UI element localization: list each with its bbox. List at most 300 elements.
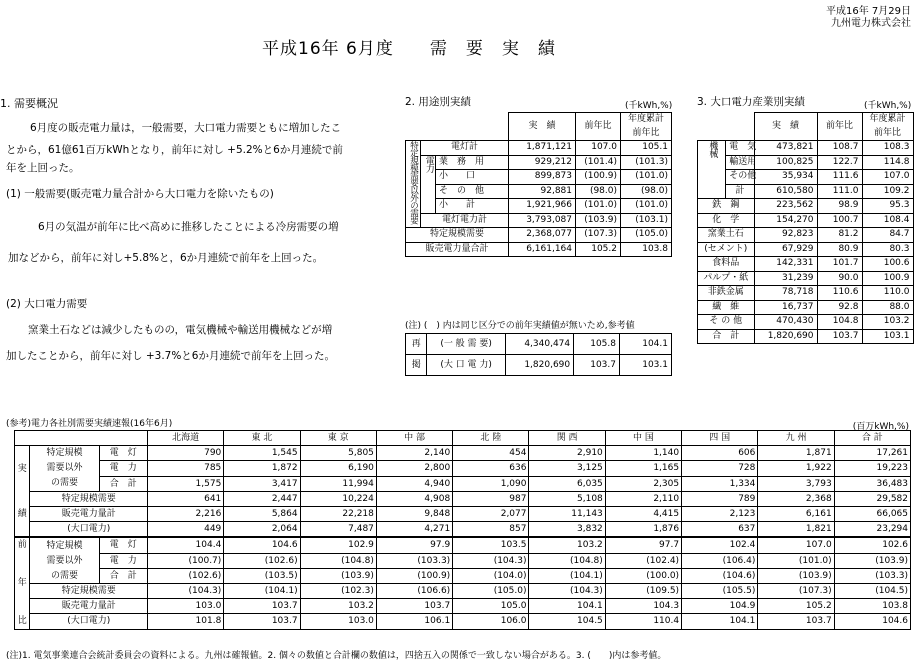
usage-row-cum: (101.3)	[621, 155, 672, 170]
company-col: 中 国	[605, 431, 681, 446]
recap-row-label: (大 口 電 力)	[427, 355, 505, 376]
company-ratio: 103.0	[148, 599, 224, 614]
usage-row	[406, 242, 672, 257]
industry-row-yoy: 103.7	[817, 329, 862, 344]
usage-row-yoy: 105.2	[576, 242, 621, 257]
usage-row-actual: 1,871,121	[509, 141, 576, 156]
usage-row-label: 電灯計	[421, 141, 509, 156]
side-actual-1: 実	[15, 446, 30, 492]
usage-row-label: そ の 他	[436, 184, 509, 199]
industry-row-label: (セメント)	[698, 242, 755, 257]
recap-row	[406, 355, 672, 376]
company-value: 1,872	[224, 461, 300, 476]
industry-row-yoy: 101.7	[817, 257, 862, 272]
usage-row-label: 特定規模需要	[406, 228, 509, 243]
usage-row-yoy: (107.3)	[576, 228, 621, 243]
industry-row	[698, 155, 914, 170]
company-value: 5,805	[300, 446, 376, 461]
usage-row-label: 販売電力量合計	[406, 242, 509, 257]
usage-col-cum1: 年度累計	[621, 113, 672, 127]
company-ratio: 104.3	[605, 599, 681, 614]
section1-para3a: 窯業土石などは減少したものの，電気機械や輸送用機械などが増	[28, 324, 333, 336]
industry-row-label: 繊 維	[698, 300, 755, 315]
usage-row-yoy: (100.9)	[576, 170, 621, 185]
company-ratio: (104.5)	[834, 584, 910, 599]
industry-table	[697, 112, 914, 344]
company-ratio: (106.4)	[682, 553, 758, 568]
usage-row-actual: 92,881	[509, 184, 576, 199]
company-value: 637	[682, 522, 758, 538]
industry-row	[698, 315, 914, 330]
usage-row	[406, 155, 672, 170]
recap-row-actual: 1,820,690	[505, 355, 573, 376]
lab-sales: 販売電力量計	[30, 599, 148, 614]
usage-row-yoy: 107.0	[576, 141, 621, 156]
company-value: 10,224	[300, 491, 376, 506]
company-ratio: 103.8	[834, 599, 910, 614]
company-ratio: 104.5	[529, 614, 605, 629]
company-row	[15, 537, 911, 553]
usage-group-label: 特定規模需要以外の需要	[406, 141, 421, 228]
industry-row-yoy: 122.7	[817, 155, 862, 170]
usage-row-yoy: (103.9)	[576, 213, 621, 228]
usage-col-yoy: 前年比	[576, 113, 621, 141]
industry-row-yoy: 104.8	[817, 315, 862, 330]
industry-row-cum: 108.4	[862, 213, 913, 228]
company-value: 2,910	[529, 446, 605, 461]
section3-unit: (千kWh,%)	[864, 101, 912, 111]
company-ratio: 103.2	[529, 537, 605, 553]
company-value: 22,218	[300, 507, 376, 522]
company-ratio: 103.7	[758, 614, 834, 629]
industry-row	[698, 257, 914, 272]
side-actual-2: 績	[15, 491, 30, 537]
industry-row-actual: 1,820,690	[754, 329, 817, 344]
industry-row-label: 合 計	[698, 329, 755, 344]
lab-special: 特定規模需要	[30, 584, 148, 599]
industry-row-cum: 103.2	[862, 315, 913, 330]
lab-special: 特定規模需要	[30, 491, 148, 506]
company-ratio: 106.0	[453, 614, 529, 629]
company-col: 東 京	[300, 431, 376, 446]
company-ratio: (102.6)	[224, 553, 300, 568]
company-value: 1,090	[453, 476, 529, 491]
company-ratio: 104.9	[682, 599, 758, 614]
company-ratio: (104.1)	[224, 584, 300, 599]
company-ratio: 104.6	[224, 537, 300, 553]
usage-row-cum: (101.0)	[621, 170, 672, 185]
usage-row-label: 業 務 用	[436, 155, 509, 170]
company-ratio: (104.3)	[529, 584, 605, 599]
company-ratio: 104.1	[682, 614, 758, 629]
industry-row-actual: 16,737	[754, 300, 817, 315]
section1-para2b: 加などから，前年に対し+5.8%と，6か月連続で前年を上回った。	[8, 252, 324, 264]
industry-row-label: 電 気	[726, 141, 754, 156]
company-value: 17,261	[834, 446, 910, 461]
company-value: 728	[682, 461, 758, 476]
lab-tokutei2: 需要以外	[30, 553, 99, 568]
company-row	[15, 476, 911, 491]
company-ratio: 104.4	[148, 537, 224, 553]
company-col: 関 西	[529, 431, 605, 446]
company-ratio: 102.6	[834, 537, 910, 553]
company-ratio: 106.1	[376, 614, 452, 629]
company-row	[15, 507, 911, 522]
company-value: 5,864	[224, 507, 300, 522]
industry-row-yoy: 111.0	[817, 184, 862, 199]
industry-col-cum2: 前年比	[862, 127, 913, 141]
industry-row	[698, 228, 914, 243]
section1-heading: 1. 需要概況	[0, 97, 58, 110]
industry-row	[698, 199, 914, 214]
lab-gokei: 合 計	[99, 568, 147, 583]
company-value: 9,848	[376, 507, 452, 522]
company-value: 4,940	[376, 476, 452, 491]
company-value: 2,368	[758, 491, 834, 506]
industry-row	[698, 329, 914, 344]
industry-row-actual: 92,823	[754, 228, 817, 243]
company-ratio: (107.3)	[758, 584, 834, 599]
company-value: 1,876	[605, 522, 681, 538]
company-col: 合 計	[834, 431, 910, 446]
company-ratio: (104.3)	[148, 584, 224, 599]
usage-recap-table	[405, 333, 672, 376]
company-row	[15, 461, 911, 476]
industry-row-cum: 100.9	[862, 271, 913, 286]
lab-tokutei1: 特定規模	[30, 446, 99, 461]
industry-row-yoy: 80.9	[817, 242, 862, 257]
company-value: 5,108	[529, 491, 605, 506]
industry-row-label: パルプ・紙	[698, 271, 755, 286]
company-row	[15, 446, 911, 461]
company-row	[15, 522, 911, 538]
industry-row-label: 鉄 鋼	[698, 199, 755, 214]
industry-row-cum: 110.0	[862, 286, 913, 301]
section4-heading: (参考)電力各社別需要実績速報(16年6月)	[6, 419, 173, 429]
company-ratio: (100.9)	[376, 568, 452, 583]
company-value: 4,415	[605, 507, 681, 522]
industry-row-label: 化 学	[698, 213, 755, 228]
company-row	[15, 553, 911, 568]
industry-row	[698, 300, 914, 315]
company-ratio: (104.8)	[300, 553, 376, 568]
company-ratio: 103.0	[300, 614, 376, 629]
usage-row-cum: (105.0)	[621, 228, 672, 243]
usage-row-cum: (98.0)	[621, 184, 672, 199]
company-ratio: 103.7	[376, 599, 452, 614]
side-ratio-3: 比	[15, 599, 30, 629]
usage-row-actual: 1,921,966	[509, 199, 576, 214]
company-value: 36,483	[834, 476, 910, 491]
usage-row-actual: 6,161,164	[509, 242, 576, 257]
industry-row-cum: 84.7	[862, 228, 913, 243]
usage-row	[406, 170, 672, 185]
industry-row-label: そ の 他	[698, 315, 755, 330]
usage-col-actual: 実 績	[509, 113, 576, 141]
industry-row-yoy: 92.8	[817, 300, 862, 315]
company-ratio: (104.8)	[529, 553, 605, 568]
industry-row-yoy: 110.6	[817, 286, 862, 301]
company-value: 1,575	[148, 476, 224, 491]
industry-machine-label: 機械	[698, 141, 726, 199]
industry-row-yoy: 100.7	[817, 213, 862, 228]
company-ratio: (105.5)	[682, 584, 758, 599]
company-ratio: (102.6)	[148, 568, 224, 583]
company-value: 1,871	[758, 446, 834, 461]
industry-row-label: 食料品	[698, 257, 755, 272]
usage-row-cum: (101.0)	[621, 199, 672, 214]
company-ratio: 107.0	[758, 537, 834, 553]
industry-row-actual: 35,934	[754, 170, 817, 185]
company-value: 1,545	[224, 446, 300, 461]
industry-row	[698, 213, 914, 228]
company-name: 九州電力株式会社	[831, 18, 911, 29]
recap-row-label: (一 般 需 要)	[427, 334, 505, 355]
company-ratio: (103.9)	[834, 553, 910, 568]
industry-row	[698, 170, 914, 185]
company-ratio: (105.0)	[453, 584, 529, 599]
side-ratio-2: 年	[15, 568, 30, 598]
recap-label-kei: 掲	[406, 355, 427, 376]
company-value: 1,140	[605, 446, 681, 461]
industry-row-actual: 470,430	[754, 315, 817, 330]
industry-row-actual: 473,821	[754, 141, 817, 156]
lab-tokutei1: 特定規模	[30, 537, 99, 553]
section1-para2a: 6月の気温が前年に比べ高めに推移したことによる冷房需要の増	[38, 221, 339, 233]
company-ratio: 97.7	[605, 537, 681, 553]
industry-row-yoy: 98.9	[817, 199, 862, 214]
section1-sub2: (2) 大口電力需要	[6, 298, 88, 310]
company-value: 857	[453, 522, 529, 538]
company-value: 641	[148, 491, 224, 506]
company-ratio: 110.4	[605, 614, 681, 629]
company-value: 2,216	[148, 507, 224, 522]
industry-row-label: その他	[726, 170, 754, 185]
usage-row-yoy: (101.0)	[576, 199, 621, 214]
company-row	[15, 568, 911, 583]
company-ratio: (104.0)	[453, 568, 529, 583]
industry-row-actual: 223,562	[754, 199, 817, 214]
recap-row-yoy: 105.8	[574, 334, 620, 355]
usage-row-label: 小 計	[436, 199, 509, 214]
company-table	[14, 430, 911, 630]
recap-row-yoy: 103.7	[574, 355, 620, 376]
industry-col-cum1: 年度累計	[862, 113, 913, 127]
industry-row-cum: 88.0	[862, 300, 913, 315]
company-ratio: (106.6)	[376, 584, 452, 599]
company-col: 東 北	[224, 431, 300, 446]
company-ratio: (100.7)	[148, 553, 224, 568]
usage-row-cum: (103.1)	[621, 213, 672, 228]
side-ratio-1: 前	[15, 537, 30, 568]
industry-row	[698, 286, 914, 301]
industry-row-cum: 80.3	[862, 242, 913, 257]
usage-row-label: 小 口	[436, 170, 509, 185]
company-value: 2,447	[224, 491, 300, 506]
industry-col-actual: 実 績	[754, 113, 817, 141]
usage-row	[406, 184, 672, 199]
lab-dento: 電 灯	[99, 537, 147, 553]
company-value: 449	[148, 522, 224, 538]
company-col: 北海道	[148, 431, 224, 446]
usage-row-actual: 899,873	[509, 170, 576, 185]
company-ratio: 103.7	[224, 614, 300, 629]
company-ratio: (104.1)	[529, 568, 605, 583]
usage-row-actual: 2,368,077	[509, 228, 576, 243]
lab-denryoku: 電 力	[99, 461, 147, 476]
company-value: 785	[148, 461, 224, 476]
industry-row-actual: 100,825	[754, 155, 817, 170]
company-value: 606	[682, 446, 758, 461]
company-value: 3,793	[758, 476, 834, 491]
usage-row-label: 電灯電力計	[421, 213, 509, 228]
company-value: 987	[453, 491, 529, 506]
lab-large: (大口電力)	[30, 522, 148, 538]
industry-row-cum: 107.0	[862, 170, 913, 185]
company-ratio: 105.2	[758, 599, 834, 614]
usage-row-yoy: (101.4)	[576, 155, 621, 170]
company-col: 中 部	[376, 431, 452, 446]
lab-large: (大口電力)	[30, 614, 148, 629]
company-row	[15, 599, 911, 614]
usage-row	[406, 213, 672, 228]
company-row	[15, 584, 911, 599]
company-ratio: (103.9)	[758, 568, 834, 583]
lab-sales: 販売電力量計	[30, 507, 148, 522]
company-col: 北 陸	[453, 431, 529, 446]
company-ratio: 104.6	[834, 614, 910, 629]
company-ratio: (100.0)	[605, 568, 681, 583]
section2-unit: (千kWh,%)	[625, 101, 673, 111]
company-value: 4,908	[376, 491, 452, 506]
company-ratio: (101.0)	[758, 553, 834, 568]
usage-row-cum: 103.8	[621, 242, 672, 257]
lab-dento: 電 灯	[99, 446, 147, 461]
company-ratio: (103.9)	[300, 568, 376, 583]
company-value: 2,064	[224, 522, 300, 538]
report-date: 平成16年 7月29日	[826, 6, 911, 17]
recap-row	[406, 334, 672, 355]
company-ratio: (103.3)	[376, 553, 452, 568]
company-value: 2,140	[376, 446, 452, 461]
industry-row-label: 窯業土石	[698, 228, 755, 243]
company-value: 3,832	[529, 522, 605, 538]
company-ratio: (109.5)	[605, 584, 681, 599]
industry-row-actual: 610,580	[754, 184, 817, 199]
recap-row-cum: 104.1	[620, 334, 672, 355]
industry-row-cum: 114.8	[862, 155, 913, 170]
company-value: 19,223	[834, 461, 910, 476]
company-ratio: (102.3)	[300, 584, 376, 599]
industry-col-yoy: 前年比	[817, 113, 862, 141]
usage-col-cum2: 前年比	[621, 127, 672, 141]
company-ratio: (103.5)	[224, 568, 300, 583]
lab-tokutei2: 需要以外	[30, 461, 99, 476]
industry-row-cum: 109.2	[862, 184, 913, 199]
company-value: 11,143	[529, 507, 605, 522]
usage-row-yoy: (98.0)	[576, 184, 621, 199]
company-value: 2,800	[376, 461, 452, 476]
company-value: 11,994	[300, 476, 376, 491]
industry-row-actual: 31,239	[754, 271, 817, 286]
company-value: 2,123	[682, 507, 758, 522]
company-value: 789	[682, 491, 758, 506]
industry-row-label: 輸送用	[726, 155, 754, 170]
industry-row-yoy: 111.6	[817, 170, 862, 185]
company-value: 454	[453, 446, 529, 461]
industry-header-row	[698, 113, 914, 127]
company-ratio: 97.9	[376, 537, 452, 553]
company-value: 1,922	[758, 461, 834, 476]
industry-row-cum: 108.3	[862, 141, 913, 156]
industry-row-actual: 67,929	[754, 242, 817, 257]
industry-row-cum: 95.3	[862, 199, 913, 214]
section1-para1a: 6月度の販売電力量は，一般需要，大口電力需要ともに増加したこ	[30, 122, 342, 134]
usage-row	[406, 141, 672, 156]
company-value: 6,035	[529, 476, 605, 491]
company-value: 1,165	[605, 461, 681, 476]
industry-row-actual: 154,270	[754, 213, 817, 228]
page-title: 平成16年 6月度 需 要 実 績	[262, 39, 556, 59]
industry-row-label: 非鉄金属	[698, 286, 755, 301]
company-header-row	[15, 431, 911, 446]
company-value: 4,271	[376, 522, 452, 538]
industry-row-actual: 142,331	[754, 257, 817, 272]
company-value: 6,190	[300, 461, 376, 476]
company-value: 2,110	[605, 491, 681, 506]
industry-row-cum: 103.1	[862, 329, 913, 344]
section1-para3b: 加したことから，前年に対し +3.7%と6か月連続で前年を上回った。	[6, 350, 335, 362]
company-value: 636	[453, 461, 529, 476]
usage-header-row	[406, 113, 672, 127]
section1-sub1: (1) 一般需要(販売電力量合計から大口電力を除いたもの)	[6, 188, 274, 200]
company-col: 九 州	[758, 431, 834, 446]
industry-row	[698, 184, 914, 199]
footnote: (注)1. 電気事業連合会統計委員会の資料による。九州は確報値。2. 個々の数値と合計欄の数値は，四捨五入の関係で一致しない場合がある。3. ( )内は参考値。	[6, 651, 667, 661]
recap-label-re: 再	[406, 334, 427, 355]
company-row	[15, 491, 911, 506]
recap-row-cum: 103.1	[620, 355, 672, 376]
company-ratio: 103.5	[453, 537, 529, 553]
company-value: 2,077	[453, 507, 529, 522]
usage-note: (注) ( ) 内は同じ区分での前年実績値が無いため,参考値	[405, 321, 635, 331]
company-ratio: 101.8	[148, 614, 224, 629]
company-value: 66,065	[834, 507, 910, 522]
company-ratio: 103.2	[300, 599, 376, 614]
company-value: 3,417	[224, 476, 300, 491]
recap-row-actual: 4,340,474	[505, 334, 573, 355]
industry-row	[698, 141, 914, 156]
company-value: 1,334	[682, 476, 758, 491]
usage-table	[405, 112, 672, 257]
section2-heading: 2. 用途別実績	[405, 96, 471, 108]
usage-row-cum: 105.1	[621, 141, 672, 156]
industry-row-yoy: 108.7	[817, 141, 862, 156]
usage-power-label: 電力	[421, 155, 436, 213]
company-ratio: 102.9	[300, 537, 376, 553]
company-ratio: 102.4	[682, 537, 758, 553]
company-value: 29,582	[834, 491, 910, 506]
company-ratio: (103.3)	[834, 568, 910, 583]
company-ratio: (104.3)	[453, 553, 529, 568]
industry-row-yoy: 90.0	[817, 271, 862, 286]
company-row	[15, 614, 911, 629]
lab-tokutei3: の需要	[30, 568, 99, 583]
company-value: 23,294	[834, 522, 910, 538]
company-ratio: (104.6)	[682, 568, 758, 583]
usage-row	[406, 199, 672, 214]
industry-row-yoy: 81.2	[817, 228, 862, 243]
